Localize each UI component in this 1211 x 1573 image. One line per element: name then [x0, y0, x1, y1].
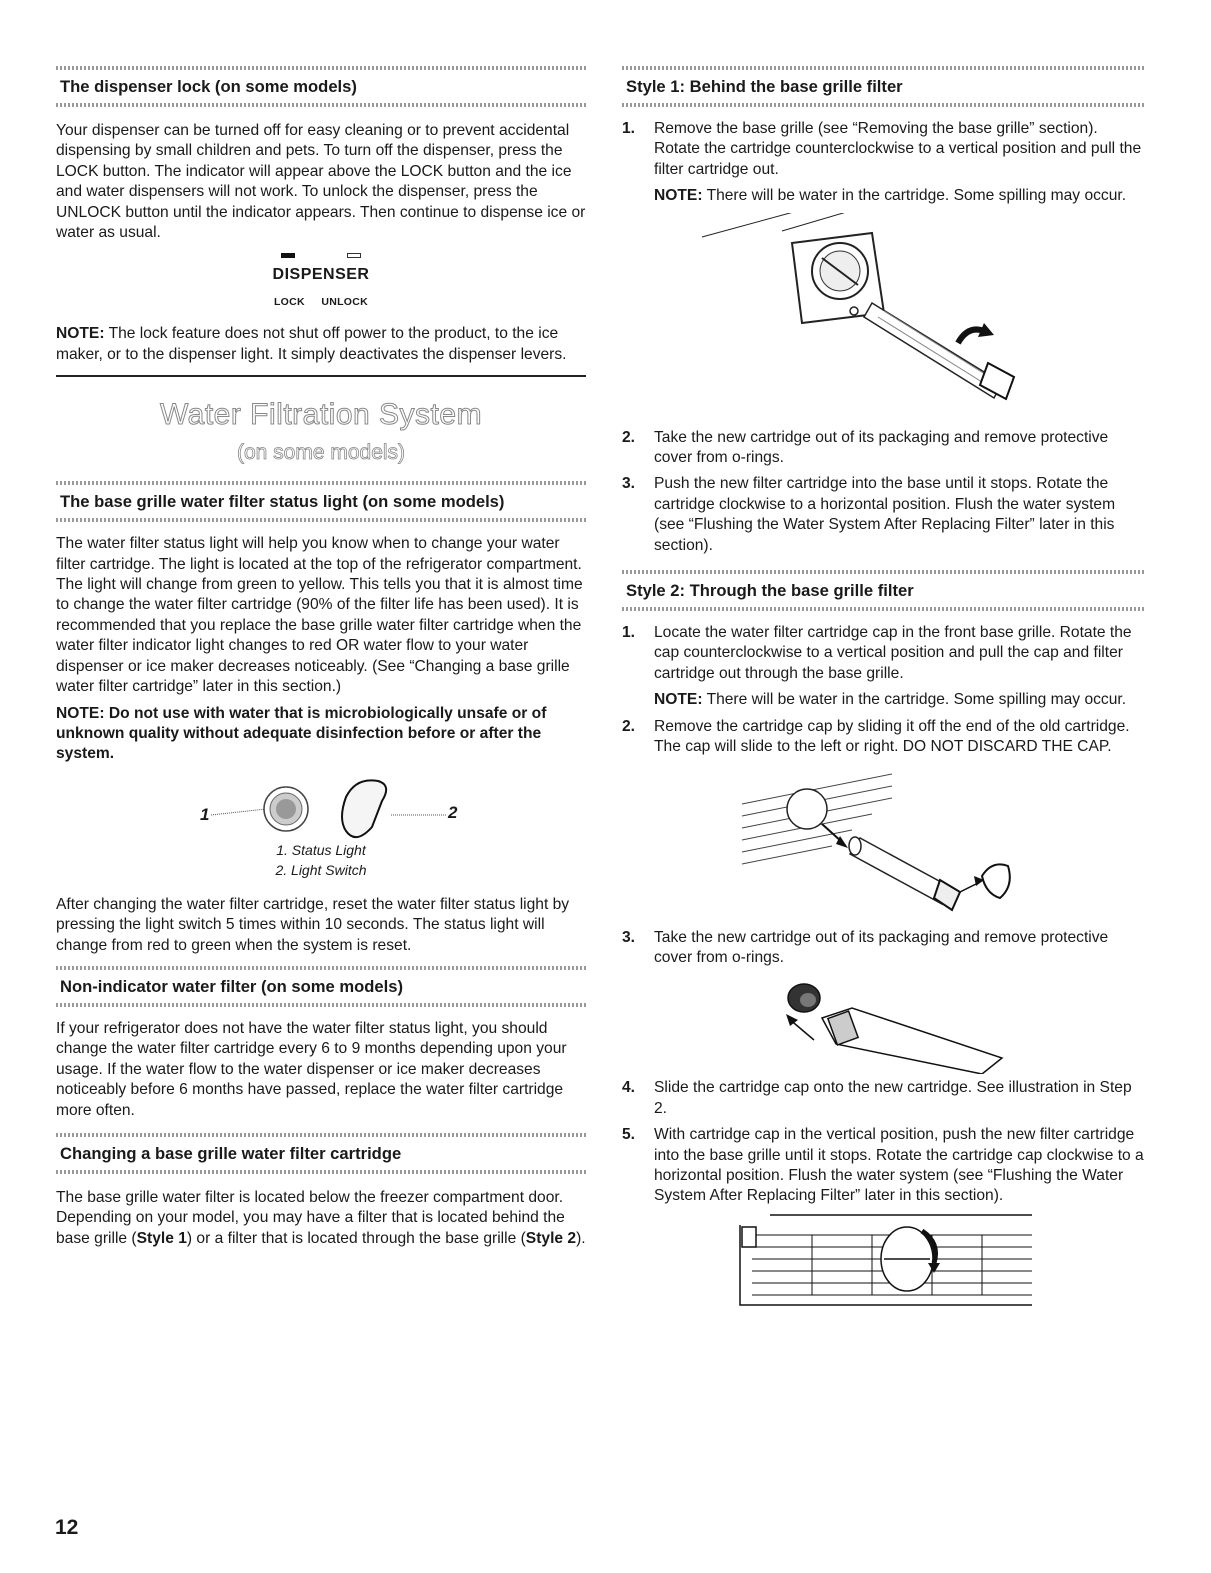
- changing-heading: Changing a base grille water filter cartridge: [60, 1143, 402, 1163]
- style2-step-5: [622, 1125, 1146, 1207]
- cap-install-drawing: [622, 974, 1146, 1074]
- style2-heading: Style 2: Through the base grille filter: [626, 581, 914, 601]
- step-text: With cartridge cap in the vertical position, push the new filter cartridge into the base grille until it stops. Rotate the cartridge cap clockwise to a horizontal position. Flush the water system (see “Flushing the Water System After Replacing Filter” later in this section).: [654, 1126, 1144, 1205]
- dispenser-lock-note: [56, 324, 586, 365]
- changing-heading-block: [56, 1133, 586, 1174]
- step-number: 1.: [622, 624, 636, 642]
- step-text: Push the new filter cartridge into the base until it stops. Rotate the cartridge clockwise to a horizontal position. Flush the water system (see “Flushing the Water System After Replacing Filter” later in this section).: [654, 475, 1116, 554]
- note-text: There will be water in the cartridge. Some spilling may occur.: [702, 691, 1127, 709]
- step-number: 2.: [622, 428, 636, 446]
- step-number: 3.: [622, 928, 636, 946]
- lock-label: LOCK: [273, 296, 305, 309]
- callout-1: 1: [200, 804, 210, 824]
- section-subtitle: (on some models): [236, 441, 406, 465]
- status-light-reset: After changing the water filter cartridge, reset the water filter status light by pressing the light switch 5 times within 10 seconds. The status light will change from red to green when the system is reset.: [56, 895, 570, 954]
- dotted-rule: [622, 66, 1146, 70]
- style1-step-2: [622, 428, 1146, 469]
- style1-illustration: [622, 213, 1146, 418]
- step-number: 2.: [622, 717, 636, 735]
- note-text: The lock feature does not shut off power to the product, to the ice maker, or to the dispenser light. It simply deactivates the dispenser levers.: [56, 325, 567, 363]
- step-number: 4.: [622, 1079, 636, 1097]
- cap-removal-illustration: [622, 764, 1146, 922]
- style1-ref: Style 1: [136, 1229, 187, 1247]
- base-grille-drawing: [622, 1213, 1146, 1313]
- style2-step-4: [622, 1078, 1146, 1119]
- status-light-figure: [56, 779, 586, 879]
- note-text: There will be water in the cartridge. Some spilling may occur.: [702, 187, 1127, 205]
- style1-steps-cont: [622, 428, 1146, 556]
- style2-step-1: [622, 623, 1146, 711]
- style1-heading-block: [622, 66, 1146, 107]
- dispenser-lock-heading: The dispenser lock (on some models): [60, 77, 357, 96]
- status-light-body: The water filter status light will help you know when to change your water filter cartridge. The light is located at the top of the refrigerator compartment. The light will change from green to yellow. This tells you that it is almost time to change the water filter cartridge (90% of the filter life has been used). It is recommended that you replace the base grille water filter cartridge when the water filter indicator light changes to red OR water flow to your water dispenser or ice maker decreases noticeably. (See “Changing a base grille water filter cartridge” later in this section.): [56, 535, 583, 696]
- style1-step-3: [622, 474, 1146, 556]
- dotted-rule: [56, 66, 586, 70]
- section-title-block: [56, 397, 586, 467]
- dotted-rule: [622, 607, 1146, 611]
- status-light-heading: The base grille water filter status light (on some models): [60, 492, 505, 512]
- unlock-label: UNLOCK: [321, 296, 369, 309]
- dotted-rule: [56, 103, 586, 107]
- lock-unlock-labels: [56, 296, 586, 308]
- dispenser-lock-heading-block: [56, 66, 586, 107]
- changing-body: [56, 1188, 586, 1249]
- step-note: [654, 690, 1146, 710]
- style2-heading-block: [622, 570, 1146, 611]
- step-text: Slide the cartridge cap onto the new cartridge. See illustration in Step 2.: [654, 1079, 1132, 1117]
- section-divider: [56, 375, 586, 377]
- dispenser-panel-illustration: [56, 253, 586, 308]
- section-title: Water Filtration System: [159, 398, 483, 432]
- changing-body-part: ) or a filter that is located through the base grille (: [186, 1229, 526, 1247]
- lock-indicator-icon: [281, 253, 295, 258]
- note-label: NOTE:: [654, 691, 703, 709]
- step-number: 5.: [622, 1126, 636, 1144]
- step-text: Remove the base grille (see “Removing the base grille” section). Rotate the cartridge counterclockwise to a vertical position and pull the filter cartridge out.: [654, 120, 1142, 178]
- step-note: [654, 186, 1146, 206]
- style2-steps-cont: [622, 928, 1146, 969]
- left-column: [56, 66, 586, 1249]
- style1-heading: Style 1: Behind the base grille filter: [626, 77, 903, 96]
- non-indicator-heading: Non-indicator water filter (on some models): [60, 976, 403, 996]
- dotted-rule: [56, 1003, 586, 1007]
- dotted-rule: [56, 481, 586, 485]
- dispenser-indicators: [56, 253, 586, 258]
- dispenser-lock-body: Your dispenser can be turned off for easy cleaning or to prevent accidental dispensing by small children and pets. To turn off the dispenser, press the LOCK button. The indicator will appear above the LOCK button and the ice and water dispensers will not work. To unlock the dispenser, press the UNLOCK button until the indicator appears. Then continue to dispense ice or water as usual.: [56, 122, 586, 242]
- style2-step-3: [622, 928, 1146, 969]
- dotted-rule: [622, 570, 1146, 574]
- note-label: NOTE:: [654, 187, 703, 205]
- cap-removal-drawing: [622, 764, 1146, 922]
- status-light-heading-block: [56, 481, 586, 522]
- step-text: Remove the cartridge cap by sliding it off the end of the old cartridge. The cap will slide to the left or right. DO NOT DISCARD THE CAP.: [654, 717, 1130, 756]
- changing-body-part: ).: [576, 1229, 586, 1247]
- dotted-rule: [622, 103, 1146, 107]
- page-number: 12: [55, 1516, 79, 1539]
- style1-step-1: [622, 119, 1146, 207]
- status-light-warning: NOTE: Do not use with water that is microbiologically unsafe or of unknown quality without adequate disinfection before or after the system.: [56, 704, 547, 763]
- style2-steps: [622, 623, 1146, 757]
- step-number: 3.: [622, 475, 636, 493]
- cap-install-illustration: [622, 974, 1146, 1074]
- dotted-rule: [56, 1133, 586, 1137]
- dispenser-label: DISPENSER: [272, 266, 370, 284]
- caption-status-light: 1. Status Light: [276, 841, 366, 858]
- base-grille-illustration: [622, 1213, 1146, 1313]
- dotted-rule: [56, 518, 586, 522]
- non-indicator-body: If your refrigerator does not have the water filter status light, you should change the water filter cartridge every 6 to 9 months depending upon your usage. If the water flow to the water dispenser or ice maker decreases noticeably before 6 months have passed, replace the water filter cartridge more often.: [56, 1019, 567, 1119]
- step-text: Take the new cartridge out of its packaging and remove protective cover from o-rings.: [654, 428, 1109, 467]
- step-text: Take the new cartridge out of its packaging and remove protective cover from o-rings.: [654, 928, 1109, 966]
- style2-steps-final: [622, 1078, 1146, 1206]
- style2-step-2: [622, 717, 1146, 758]
- filter-behind-grille-drawing: [622, 213, 1146, 418]
- changing-body-part: The base grille water filter is located below the freezer compartment door. Depending on your model, you may have a filter that is located behind the base grille (: [56, 1188, 565, 1247]
- caption-light-switch: 2. Light Switch: [275, 861, 367, 878]
- style2-ref: Style 2: [525, 1229, 577, 1247]
- style1-steps: [622, 119, 1146, 207]
- step-text: Locate the water filter cartridge cap in the front base grille. Rotate the cap counterclockwise to a vertical position and pull the cap and filter cartridge out through the base grille.: [654, 624, 1132, 682]
- dotted-rule: [56, 966, 586, 970]
- note-label: NOTE:: [56, 325, 105, 343]
- non-indicator-heading-block: [56, 966, 586, 1007]
- callout-2: 2: [448, 802, 458, 822]
- right-column: [622, 66, 1146, 1313]
- dotted-rule: [56, 1170, 586, 1174]
- step-number: 1.: [622, 120, 636, 137]
- unlock-indicator-icon: [347, 253, 361, 258]
